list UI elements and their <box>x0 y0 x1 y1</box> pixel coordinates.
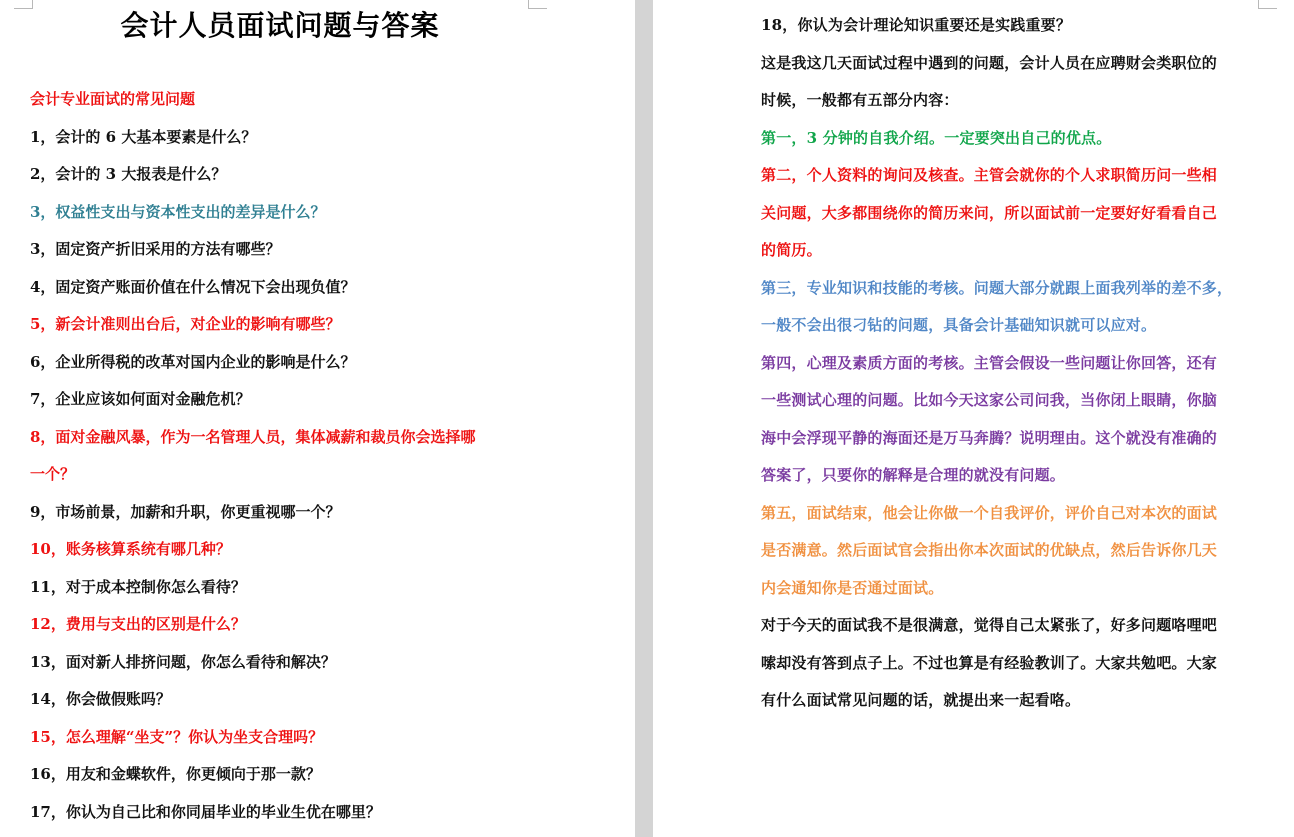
text-line: 2，会计的 3 大报表是什么？ <box>30 165 227 183</box>
text-line: 关问题，大多都围绕你的简历来问，所以面试前一定要好好看看自己 <box>761 203 1218 222</box>
text-line: 一般不会出很刁钻的问题，具备会计基础知识就可以应对。 <box>761 316 1157 334</box>
text-line: 第四，心理及素质方面的考核。主管会假设一些问题让你回答，还有 <box>761 353 1218 372</box>
document-page-right <box>653 0 1294 837</box>
text-line: 13，面对新人排挤问题，你怎么看待和解决？ <box>30 652 336 671</box>
text-line: 7，企业应该如何面对金融危机？ <box>30 390 251 408</box>
text-line: 3，固定资产折旧采用的方法有哪些？ <box>30 240 281 258</box>
text-line: 内会通知你是否通过面试。 <box>761 578 944 597</box>
text-line: 第一，3 分钟的自我介绍。一定要突出自己的优点。 <box>761 128 1112 147</box>
text-line: 14，你会做假账吗？ <box>30 690 171 708</box>
text-line: 17，你认为自己比和你同届毕业的毕业生优在哪里？ <box>30 802 381 821</box>
text-line: 12，费用与支出的区别是什么？ <box>30 615 246 633</box>
text-line: 这是我这几天面试过程中遇到的问题，会计人员在应聘财会类职位的 <box>761 53 1218 72</box>
text-line: 是否满意。然后面试官会指出你本次面试的优缺点，然后告诉你几天 <box>761 541 1218 559</box>
text-line: 9，市场前景，加薪和升职，你更重视哪一个？ <box>30 502 341 521</box>
text-line: 一些测试心理的问题。比如今天这家公司问我，当你闭上眼睛，你脑 <box>761 391 1218 409</box>
document-title: 会计人员面试问题与答案 <box>120 9 440 42</box>
answer-paragraphs <box>761 7 1266 720</box>
text-line: 15，怎么理解“坐支”？你认为坐支合理吗？ <box>30 727 324 746</box>
question-list <box>30 81 535 831</box>
text-line: 16，用友和金蝶软件，你更倾向于那一款？ <box>30 765 321 783</box>
document-page-left <box>0 0 635 837</box>
text-line: 1，会计的 6 大基本要素是什么？ <box>30 127 257 146</box>
text-line: 10，账务核算系统有哪几种？ <box>30 540 231 558</box>
text-line: 第五，面试结束，他会让你做一个自我评价，评价自己对本次的面试 <box>761 503 1218 522</box>
text-line: 第二，个人资料的询问及核查。主管会就你的个人求职简历问一些相 <box>761 166 1218 184</box>
text-line: 8，面对金融风暴，作为一名管理人员，集体减薪和裁员你会选择哪 <box>30 427 476 446</box>
text-line: 会计专业面试的常见问题 <box>30 90 196 108</box>
text-line: 11，对于成本控制你怎么看待？ <box>30 577 246 596</box>
text-line: 有什么面试常见问题的话，就提出来一起看咯。 <box>761 691 1081 709</box>
text-line: 的简历。 <box>761 241 822 259</box>
text-line: 第三，专业知识和技能的考核。问题大部分就跟上面我列举的差不多， <box>761 278 1233 297</box>
text-line: 嗦却没有答到点子上。不过也算是有经验教训了。大家共勉吧。大家 <box>761 653 1218 672</box>
text-line: 对于今天的面试我不是很满意，觉得自己太紧张了，好多问题咯哩吧 <box>761 616 1218 634</box>
text-line: 18，你认为会计理论知识重要还是实践重要？ <box>761 16 1072 34</box>
text-line: 时候，一般都有五部分内容： <box>761 91 959 109</box>
text-line: 海中会浮现平静的海面还是万马奔腾？说明理由。这个就没有准确的 <box>761 428 1218 447</box>
text-line: 答案了，只要你的解释是合理的就没有问题。 <box>761 466 1066 484</box>
text-line: 一个？ <box>30 465 76 483</box>
text-line: 6，企业所得税的改革对国内企业的影响是什么？ <box>30 352 356 371</box>
text-line: 3，权益性支出与资本性支出的差异是什么？ <box>30 202 326 221</box>
text-line: 4，固定资产账面价值在什么情况下会出现负值？ <box>30 277 356 296</box>
text-line: 5，新会计准则出台后，对企业的影响有哪些？ <box>30 315 341 333</box>
